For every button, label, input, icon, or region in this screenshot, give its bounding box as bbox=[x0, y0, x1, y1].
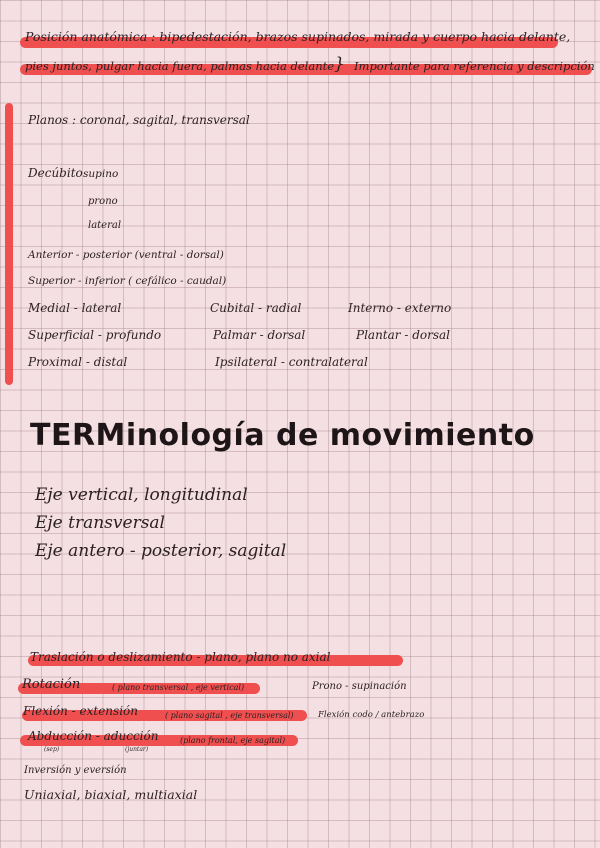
anatomical-position-line1: Posición anatómica : bipedestación, brazos supinados, mirada y cuerpo hacia delante, bbox=[25, 29, 571, 44]
pair-interno-externo: Interno - externo bbox=[348, 301, 452, 315]
brace-symbol: } bbox=[334, 54, 345, 74]
pair-ipsilateral-contralateral: Ipsilateral - contralateral bbox=[215, 355, 368, 369]
mov-flexion: Flexión - extensión bbox=[23, 704, 138, 718]
mov-traslacion: Traslación o deslizamiento - plano, plano no axial bbox=[30, 650, 331, 664]
decubito-lateral: lateral bbox=[88, 220, 122, 231]
eje-vertical: Eje vertical, longitudinal bbox=[35, 485, 248, 505]
mov-rotacion-note: ( plano transversal , eje vertical) bbox=[112, 683, 245, 692]
mov-abduccion: Abducción - aducción bbox=[28, 729, 159, 743]
mov-flexion-extra: Flexión codo / antebrazo bbox=[318, 710, 425, 720]
term-anterior-posterior: Anterior - posterior (ventral - dorsal) bbox=[28, 249, 224, 261]
eje-transversal: Eje transversal bbox=[35, 513, 165, 533]
mov-abduccion-note: (plano frontal, eje sagital) bbox=[180, 736, 286, 745]
section-sidebar-marker bbox=[5, 103, 13, 385]
decubito-supino: supino bbox=[83, 168, 119, 180]
eje-antero-posterior: Eje antero - posterior, sagital bbox=[35, 541, 287, 561]
pair-superficial-profundo: Superficial - profundo bbox=[28, 328, 162, 342]
pair-palmar-dorsal: Palmar - dorsal bbox=[213, 328, 306, 342]
mov-rotacion: Rotación bbox=[22, 677, 81, 692]
planos-line: Planos : coronal, sagital, transversal bbox=[28, 113, 250, 127]
pair-cubital-radial: Cubital - radial bbox=[210, 301, 302, 315]
decubito-label: Decúbito bbox=[28, 166, 83, 180]
mov-sep-label: (sep) bbox=[44, 746, 60, 753]
mov-uniaxial: Uniaxial, biaxial, multiaxial bbox=[24, 787, 198, 802]
pair-medial-lateral: Medial - lateral bbox=[28, 301, 122, 315]
anatomical-position-line2a: pies juntos, pulgar hacia fuera, palmas hacia delante bbox=[25, 59, 335, 73]
mov-juntar-label: (juntar) bbox=[125, 746, 149, 753]
pair-plantar-dorsal: Plantar - dorsal bbox=[356, 328, 450, 342]
mov-inversion: Inversión y eversión bbox=[24, 765, 127, 776]
mov-flexion-note: ( plano sagital , eje transversal) bbox=[165, 711, 294, 720]
pair-proximal-distal: Proximal - distal bbox=[28, 355, 128, 369]
decubito-prono: prono bbox=[88, 196, 118, 207]
anatomical-position-line2b: Importante para referencia y descripción bbox=[354, 59, 595, 73]
mov-prono-supinacion: Prono - supinación bbox=[312, 681, 407, 692]
page-title: TERMinología de movimiento bbox=[30, 418, 535, 453]
term-superior-inferior: Superior - inferior ( cefálico - caudal) bbox=[28, 275, 227, 287]
